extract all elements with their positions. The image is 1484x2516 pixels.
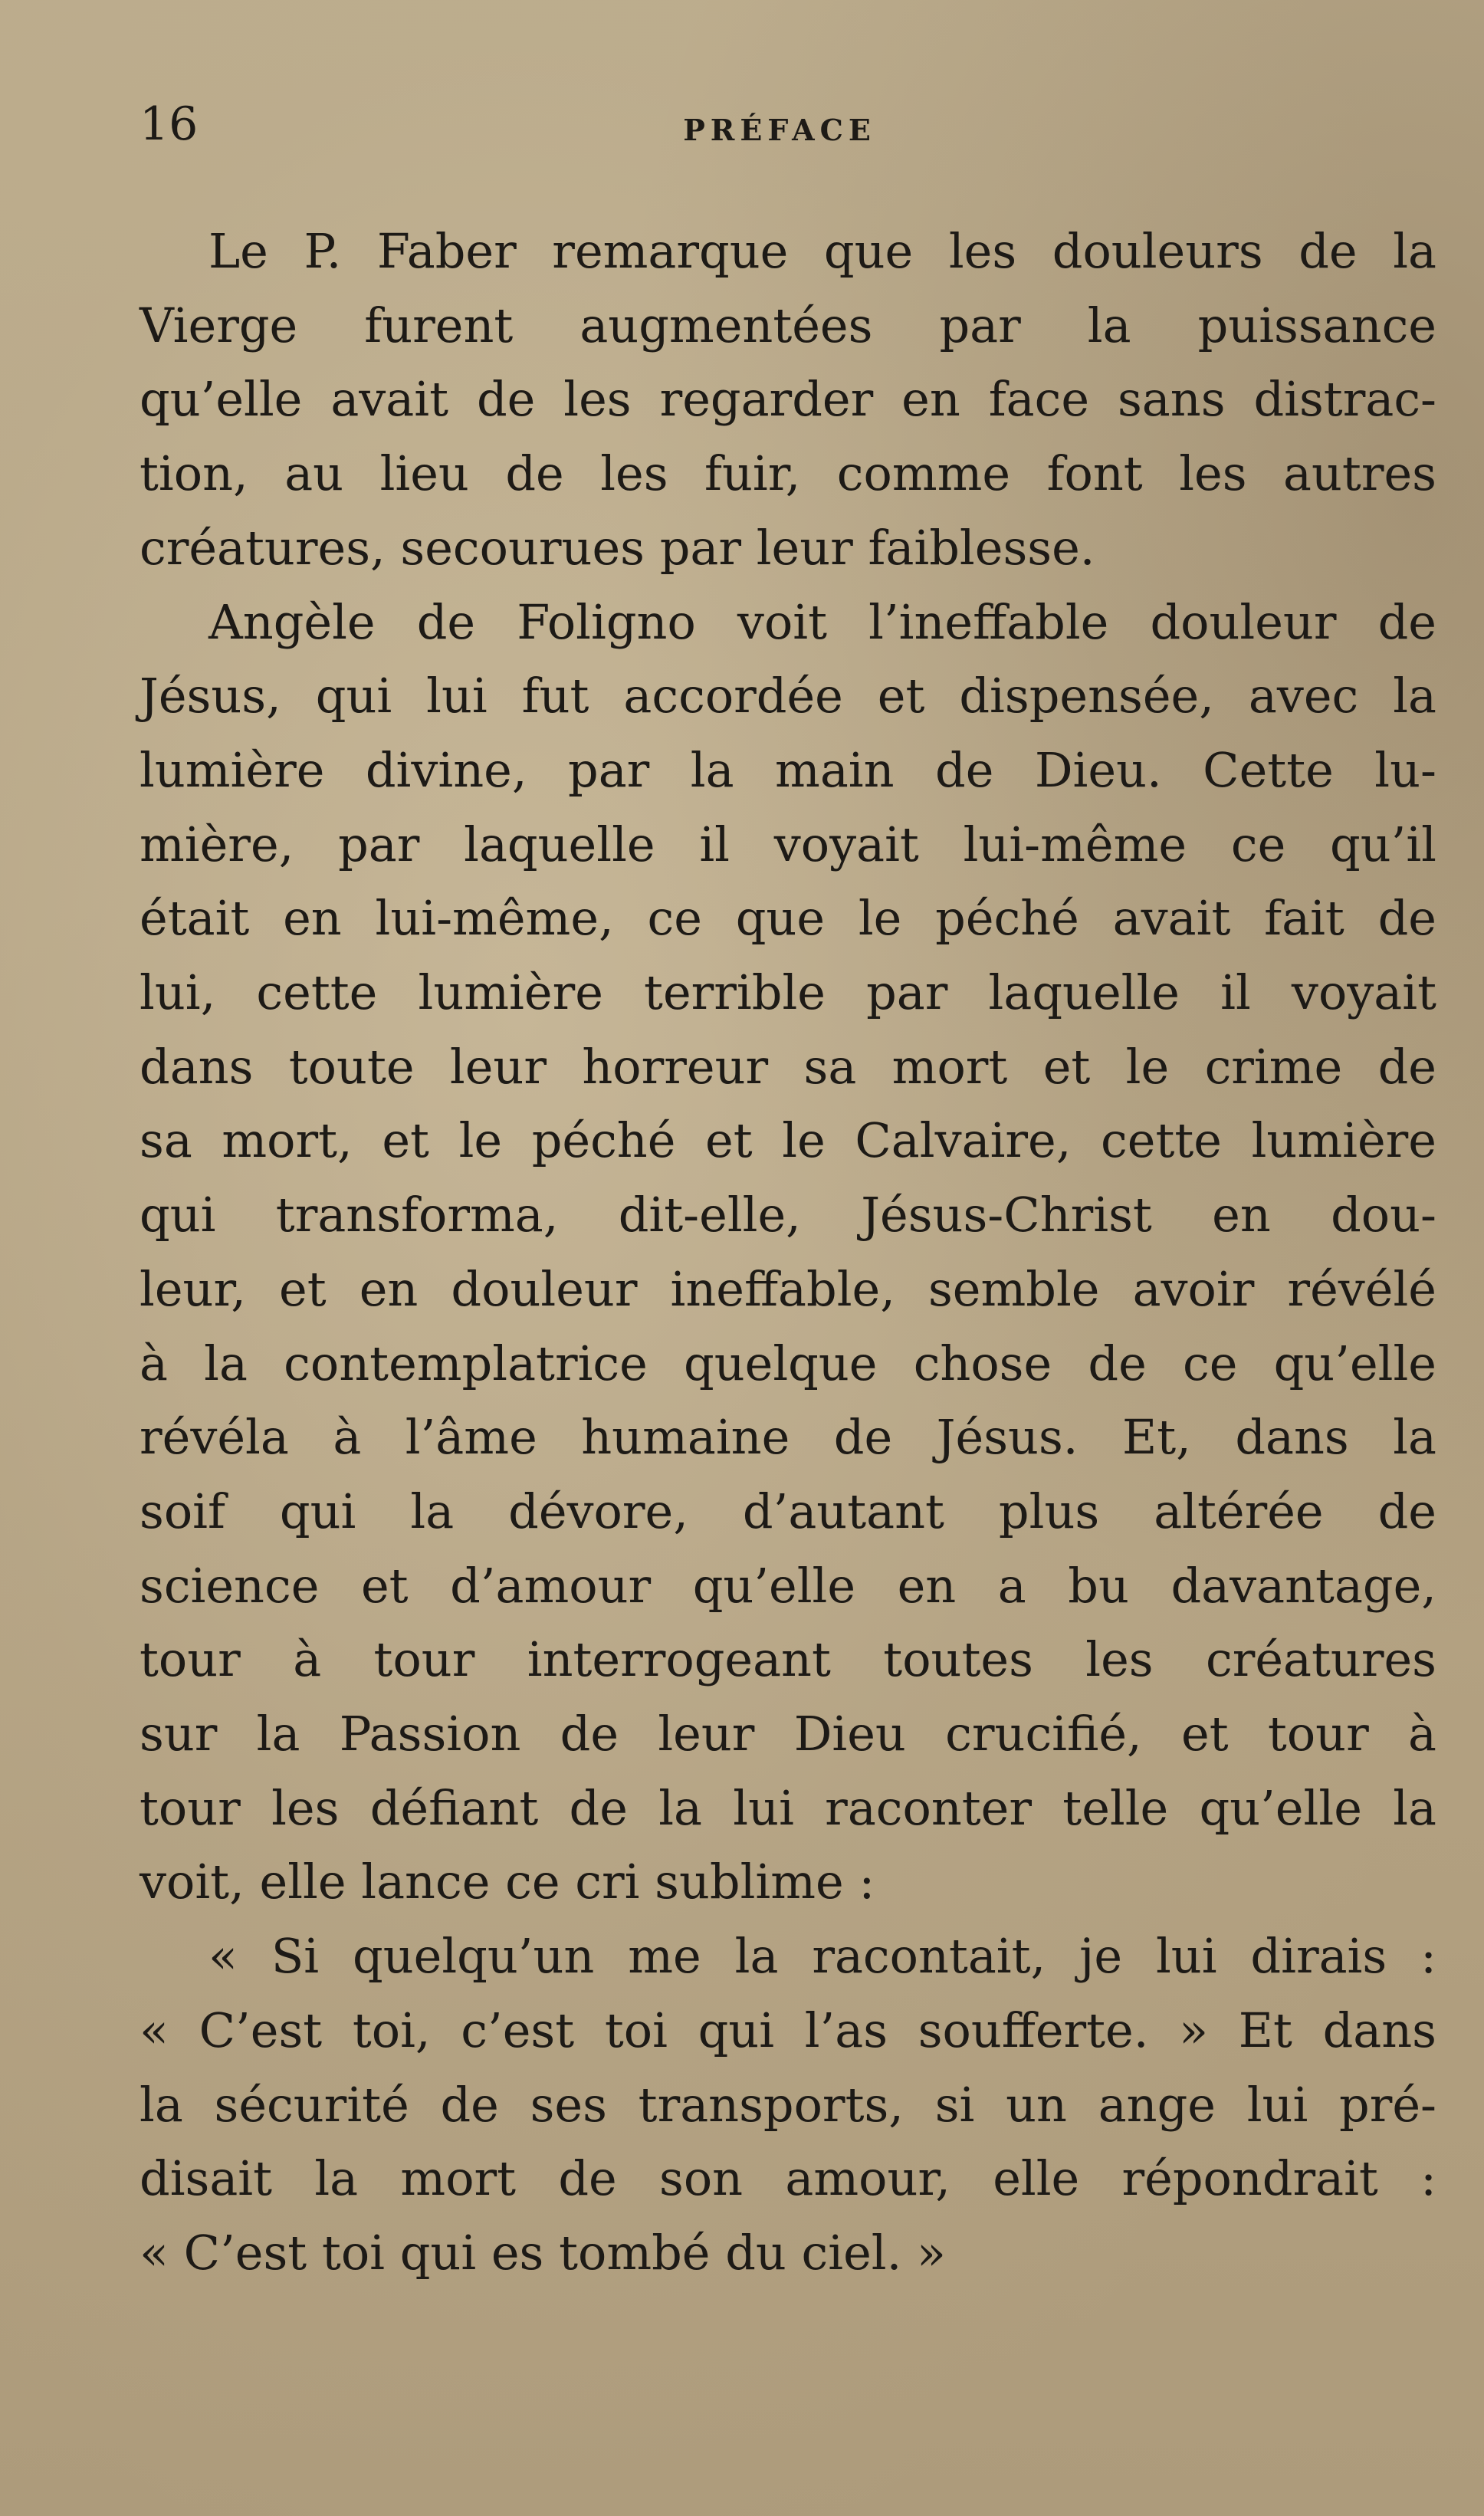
text-line: révéla à l’âme humaine de Jésus. Et, dans la: [140, 1409, 1436, 1466]
paragraph-faber: [140, 215, 1436, 586]
text-line: sa mort, et le péché et le Calvaire, cette lumière: [140, 1112, 1436, 1169]
text-line: « C’est toi qui es tombé du ciel. »: [140, 2224, 946, 2281]
text-line: mière, par laquelle il voyait lui-même ce qu’il: [140, 816, 1436, 872]
text-line: lumière divine, par la main de Dieu. Cette lu-: [140, 741, 1436, 798]
text-line: « Si quelqu’un me la racontait, je lui dirais :: [208, 1928, 1436, 1985]
text-line: qui transforma, dit-elle, Jésus-Christ en dou-: [140, 1187, 1436, 1243]
text-line: disait la mort de son amour, elle répondrait :: [140, 2150, 1436, 2207]
text-line: Jésus, qui lui fut accordée et dispensée, avec la: [140, 668, 1436, 724]
text-line: tour les défiant de la lui raconter telle qu’elle la: [140, 1779, 1436, 1836]
text-line: science et d’amour qu’elle en a bu davantage,: [140, 1557, 1436, 1614]
text-line: créatures, secourues par leur faiblesse.: [140, 519, 1095, 576]
text-line: qu’elle avait de les regarder en face sans distrac-: [140, 371, 1436, 428]
text-line: voit, elle lance ce cri sublime :: [140, 1854, 875, 1910]
text-line: à la contemplatrice quelque chose de ce qu’elle: [140, 1335, 1436, 1391]
text-line: Vierge furent augmentées par la puissance: [140, 297, 1436, 353]
text-line: leur, et en douleur ineffable, semble avoir révélé: [140, 1260, 1436, 1317]
text-line: lui, cette lumière terrible par laquelle il voyait: [140, 964, 1436, 1021]
running-head: PRÉFACE: [683, 113, 876, 147]
paragraph-angele: [140, 586, 1436, 1920]
text-line: était en lui-même, ce que le péché avait fait de: [140, 890, 1436, 947]
text-line: la sécurité de ses transports, si un ange lui pré-: [140, 2076, 1436, 2133]
text-line: sur la Passion de leur Dieu crucifié, et tour à: [140, 1706, 1436, 1762]
paragraph-quote: [140, 1920, 1436, 2291]
text-line: tion, au lieu de les fuir, comme font les autres: [140, 445, 1436, 502]
text-line: « C’est toi, c’est toi qui l’as soufferte. » Et dans: [140, 2002, 1436, 2058]
text-line: Le P. Faber remarque que les douleurs de la: [208, 223, 1436, 279]
page-number: 16: [140, 97, 199, 151]
text-line: dans toute leur horreur sa mort et le crime de: [140, 1038, 1436, 1095]
text-line: Angèle de Foligno voit l’ineffable douleur de: [208, 593, 1436, 650]
body-text: [140, 215, 1436, 2291]
text-line: tour à tour interrogeant toutes les créatures: [140, 1631, 1436, 1688]
text-line: soif qui la dévore, d’autant plus altérée de: [140, 1483, 1436, 1539]
